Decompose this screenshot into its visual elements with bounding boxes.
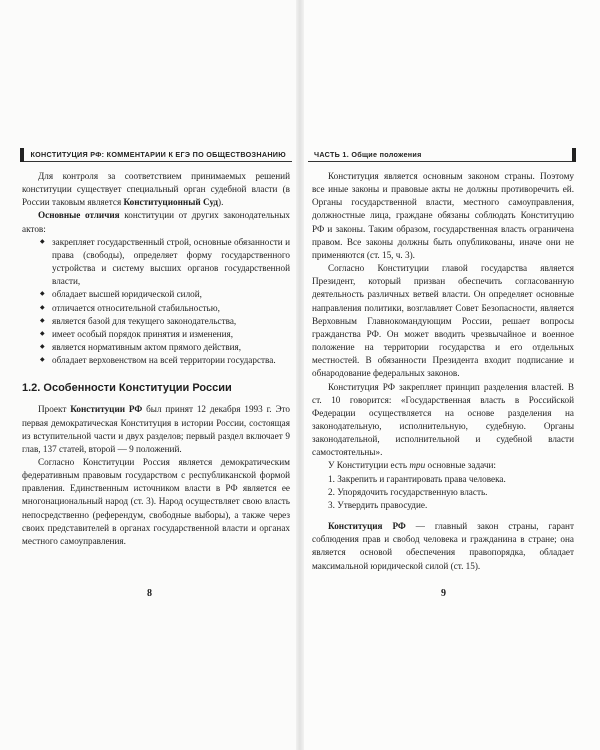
list-item: ◆ закрепляет государственный строй, основные обязанности и права (свободы), определяет форму государственного устройства и систему высших органов государственной власти, bbox=[40, 236, 290, 289]
paragraph-democratic: Согласно Конституции Россия является демократическим федеративным правовым государством с республиканской формой правления. Единственным источником власти в РФ является ее многонациональный народ (ст. 3). Народ осуществляет свою власть непосредственно (референдум, свободные выборы), а также через своих представителей в органах государственной власти и органах местного самоуправления. bbox=[22, 456, 290, 546]
header-mark-left bbox=[20, 148, 24, 162]
paragraph-basic-law: Конституция является основным законом страны. Поэтому все иные законы и правовые акты не должны противоречить ей. Органы государственной власти, местного самоуправления, должностные лица, граждане обязаны соблюдать Конституцию РФ и законы. Таким образом, государственная власть ограничена правом. Все законы должны быть опубликованы, иначе они не применяются (ст. 15, ч. 3). bbox=[312, 171, 574, 260]
left-column bbox=[22, 170, 290, 548]
list-item: ◆ является нормативным актом прямого действия, bbox=[40, 341, 290, 354]
list-item: ◆ имеет особый порядок принятия и изменения, bbox=[40, 328, 290, 341]
header-mark-right bbox=[572, 148, 576, 162]
right-column bbox=[312, 170, 574, 573]
list-item: ◆ отличается относительной стабильностью, bbox=[40, 302, 290, 315]
header-right-text: ЧАСТЬ 1. Общие положения bbox=[314, 150, 422, 159]
differences-list bbox=[22, 236, 290, 368]
paragraph-president: Согласно Конституции главой государства является Президент, который призван обеспечить согласованную деятельность различных ветвей власти. Он определяет основные направления политики, возглавляет Совет Безопасности, является Верховным Главнокомандующим России, решает вопросы гражданства РФ. Он может вводить чрезвычайное и военное положение на территории государства и его отдельных местностей. В обязанности Президента входит подписание и обнародование федеральных законов. bbox=[312, 263, 574, 379]
paragraph-project: Проект Конституции РФ был принят 12 декабря 1993 г. Это первая демократическая Конституция в истории России, состоящая из вступительной части и двух разделов; первый раздел включает 9 глав, 137 статей, второй — 9 положений. bbox=[22, 404, 291, 454]
list-item: 1. Закрепить и гарантировать права человека. bbox=[328, 473, 506, 484]
paragraph-separation: Конституция РФ закрепляет принцип разделения властей. В ст. 10 говорится: «Государственная власть в Российской Федерации осуществляется на основе разделения на законодательную, исполнительную, судебную. Органы законодательной, исполнительной и судебной власти самостоятельны». bbox=[312, 381, 574, 458]
header-left-text: КОНСТИТУЦИЯ РФ: КОММЕНТАРИИ К ЕГЭ ПО ОБЩЕСТВОЗНАНИЮ bbox=[30, 150, 286, 159]
book-gutter bbox=[296, 0, 304, 750]
spacer bbox=[312, 512, 574, 520]
paragraph-main-law: Конституция РФ — главный закон страны, гарант соблюдения прав и свобод человека и гражданина в стране; она является основой обеспечения правопорядка, обладает максимальной юридической силой (ст. 15). bbox=[312, 521, 574, 571]
list-item: 2. Упорядочить государственную власть. bbox=[328, 486, 488, 497]
paragraph-differences: Основные отличия конституции от других законодательных актов: bbox=[22, 210, 290, 234]
section-heading: 1.2. Особенности Конституции России bbox=[22, 382, 232, 395]
page-number-left: 8 bbox=[147, 588, 152, 599]
list-item: ◆ обладает высшей юридической силой, bbox=[40, 288, 290, 301]
list-item: ◆ обладает верховенством на всей территории государства. bbox=[40, 354, 290, 367]
page-number-right: 9 bbox=[441, 588, 446, 599]
list-item: ◆ является базой для текущего законодательства, bbox=[40, 315, 290, 328]
running-header-left bbox=[20, 148, 292, 162]
running-header-right bbox=[308, 148, 576, 162]
paragraph-tasks-intro: У Конституции есть три основные задачи: bbox=[328, 460, 496, 471]
paragraph-control: Для контроля за соответствием принимаемых решений конституции существует специальный орган судебной власти (в России таковым является Конституционный Суд). bbox=[22, 171, 290, 208]
tasks-list bbox=[312, 473, 574, 512]
list-item: 3. Утвердить правосудие. bbox=[328, 499, 428, 510]
